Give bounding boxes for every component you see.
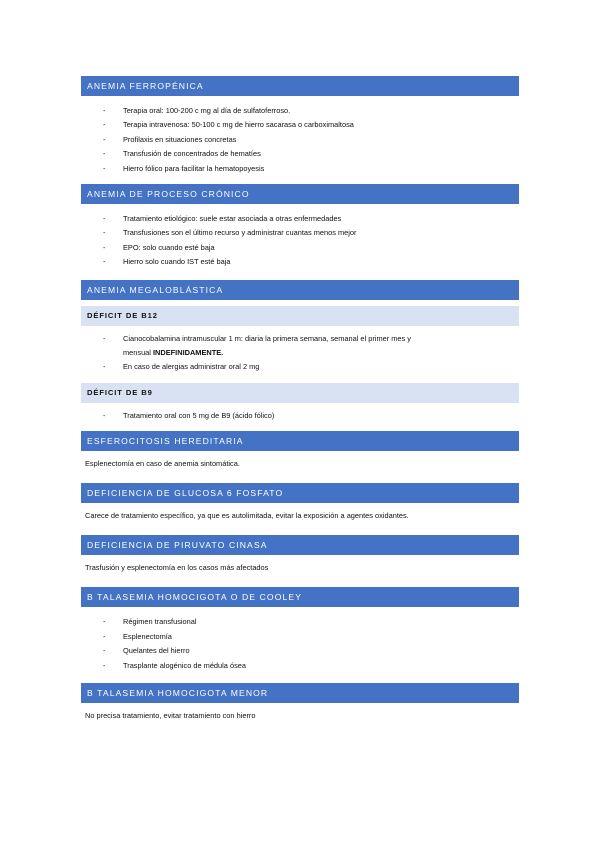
list-item: - Transfusiones son el último recurso y administrar cuantas menos mejor [81,226,519,240]
list-ferropenica [81,104,519,176]
list-item: - Tratamiento oral con 5 mg de B9 (ácido fólico) [81,409,519,423]
list-b9 [81,409,519,423]
list-item: - Quelantes del hierro [81,644,519,658]
list-item: - Hierro solo cuando IST esté baja [81,255,519,269]
document-page [81,76,519,723]
section-header-esferocitosis: ESFEROCITOSIS HEREDITARIA [81,431,519,451]
list-item: - Terapia oral: 100-200 c mg al día de sulfatoferroso. [81,104,519,118]
list-item: - Profilaxis en situaciones concretas [81,133,519,147]
paragraph-esferocitosis: Esplenectomía en caso de anemia sintomática. [85,459,240,469]
list-cooley [81,615,519,673]
b12-item-line1: Cianocobalamina intramuscular 1 m: diaria la primera semana, semanal el primer mes y [123,333,411,343]
list-item: - Trasplante alogénico de médula ósea [81,659,519,673]
subsection-header-b9: DÉFICIT DE B9 [81,383,519,403]
list-item: - En caso de alergias administrar oral 2 mg [81,360,519,374]
list-item: - Transfusión de concentrados de hematíes [81,147,519,161]
section-header-cronico: ANEMIA DE PROCESO CRÓNICO [81,184,519,204]
list-item: - Esplenectomía [81,630,519,644]
list-cronico [81,212,519,270]
section-header-piruvato: DEFICIENCIA DE PIRUVATO CINASA [81,535,519,555]
list-item: - Hierro fólico para facilitar la hematopoyesis [81,162,519,176]
section-header-cooley: B TALASEMIA HOMOCIGOTA O DE COOLEY [81,587,519,607]
paragraph-piruvato: Trasfusión y esplenectomía en los casos más afectados [85,563,269,573]
list-item: - Tratamiento etiológico: suele estar asociada a otras enfermedades [81,212,519,226]
section-header-g6pd: DEFICIENCIA DE GLUCOSA 6 FOSFATO [81,483,519,503]
b12-item-line2-pre: mensual [123,348,153,358]
section-header-menor: B TALASEMIA HOMOCIGOTA MENOR [81,683,519,703]
list-item: - Terapia intravenosa: 50-100 c mg de hierro sacarasa o carboximaltosa [81,118,519,132]
list-b12 [81,332,519,375]
subsection-header-b12: DÉFICIT DE B12 [81,306,519,326]
section-header-ferropenica: ANEMIA FERROPÉNICA [81,76,519,96]
paragraph-g6pd: Carece de tratamiento específico, ya que es autolimitada, evitar la exposición a agentes oxidantes. [85,511,409,521]
b12-item-emphasis: INDEFINIDAMENTE. [153,348,224,358]
section-header-megaloblastica: ANEMIA MEGALOBLÁSTICA [81,280,519,300]
list-item: - Régimen transfusional [81,615,519,629]
list-item: - EPO: solo cuando esté baja [81,241,519,255]
paragraph-menor: No precisa tratamiento, evitar tratamiento con hierro [85,710,256,720]
list-item [81,332,519,361]
